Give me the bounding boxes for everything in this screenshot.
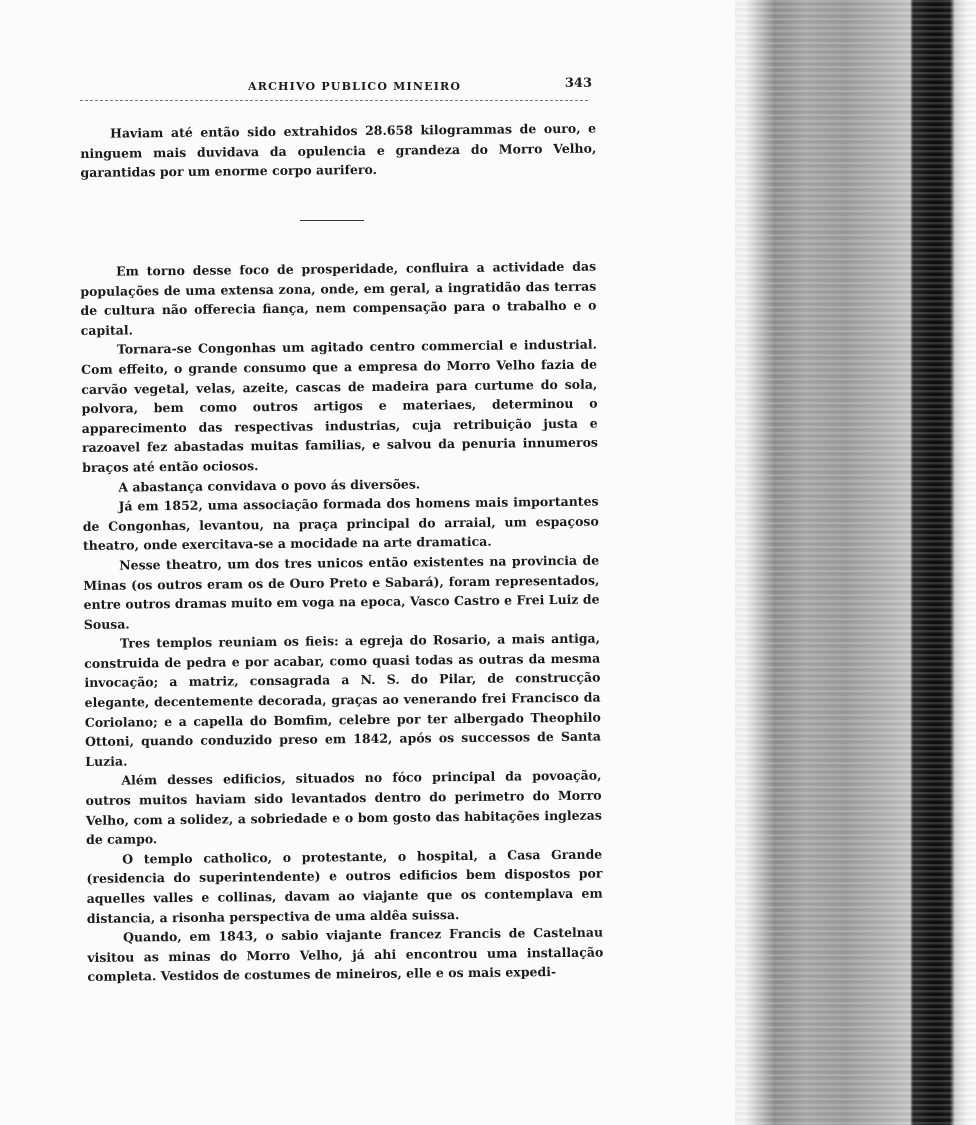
header-rule — [80, 100, 588, 101]
paragraph: Quando, em 1843, o sabio viajante francez Francis de Castelnau visitou as minas do Morro Velho, já ahi encontrou uma installação completa. Vestidos de costumes de mineiros, elle e os mais expedi- — [87, 924, 604, 985]
paragraph: Nesse theatro, um dos tres unicos então existentes na provincia de Minas (os outros eram os de Ouro Preto e Sabará), foram representados, entre outros dramas muito em voga na epoca, Vasco Castro e Frei Luiz de Sousa. — [83, 552, 600, 632]
intro-text-block — [80, 119, 597, 183]
paragraph: Em torno desse foco de prosperidade, confluira a actividade das populações de uma extensa zona, onde, em geral, a ingratidão das terras de cultura não offerecia fiança, nem compensação para o trabalho e o capital. — [80, 258, 597, 338]
paragraph: Tornara-se Congonhas um agitado centro commercial e industrial. Com effeito, o grande consumo que a empresa do Morro Velho fazia de carvão vegetal, velas, azeite, cascas de madeira para curtume do sola, polvora, bem como outros artigos e materiaes, determinou o apparecimento das respectivas industrias, cuja retribuição justa e razoavel fez abastadas muitas familias, e salvou da penuria innumeros braços até então ociosos. — [81, 336, 598, 475]
running-title: ARCHIVO PUBLICO MINEIRO — [248, 80, 462, 93]
section-separator — [300, 220, 364, 221]
running-head — [80, 76, 600, 96]
paragraph: Já em 1852, uma associação formada dos homens mais importantes de Congonhas, levantou, na praça principal do arraial, um espaçoso theatro, onde exercitava-se a mocidade na arte dramatica. — [82, 493, 599, 554]
gutter-texture — [735, 0, 976, 1125]
scanned-book-gutter — [735, 0, 976, 1125]
paragraph: Além desses edificios, situados no fóco principal da povoação, outros muitos haviam sido levantados dentro do perimetro do Morro Velho, com a solidez, a sobriedade e o bom gosto das habitações inglezas de campo. — [85, 768, 602, 848]
paragraph: Tres templos reuniam os fieis: a egreja do Rosario, a mais antiga, construida de pedra e por acabar, como quasi todas as outras da mesma invocação; a matriz, consagrada a N. S. do Pilar, de construcção elegante, decentemente decorada, graças ao venerando frei Francisco da Coriolano; e a capella do Bomfim, celebre por ter albergado Theophilo Ottoni, quando conduzido preso em 1842, após os successos de Santa Luzia. — [84, 630, 602, 769]
paragraph: Haviam até então sido extrahidos 28.658 kilogrammas de ouro, e ninguem mais duvidava da opulencia e grandeza do Morro Velho, garantidas por um enorme corpo aurifero. — [80, 120, 597, 181]
main-text-block — [80, 257, 604, 987]
page-number: 343 — [564, 76, 592, 91]
paragraph: O templo catholico, o protestante, o hospital, a Casa Grande (residencia do superintendente) e outros edificios bem dispostos por aquelles valles e collinas, davam ao viajante que os contemplava em distancia, a risonha perspectiva de uma aldêa suissa. — [86, 846, 603, 926]
paragraph: A abastança convidava o povo ás diversões. — [118, 475, 421, 495]
